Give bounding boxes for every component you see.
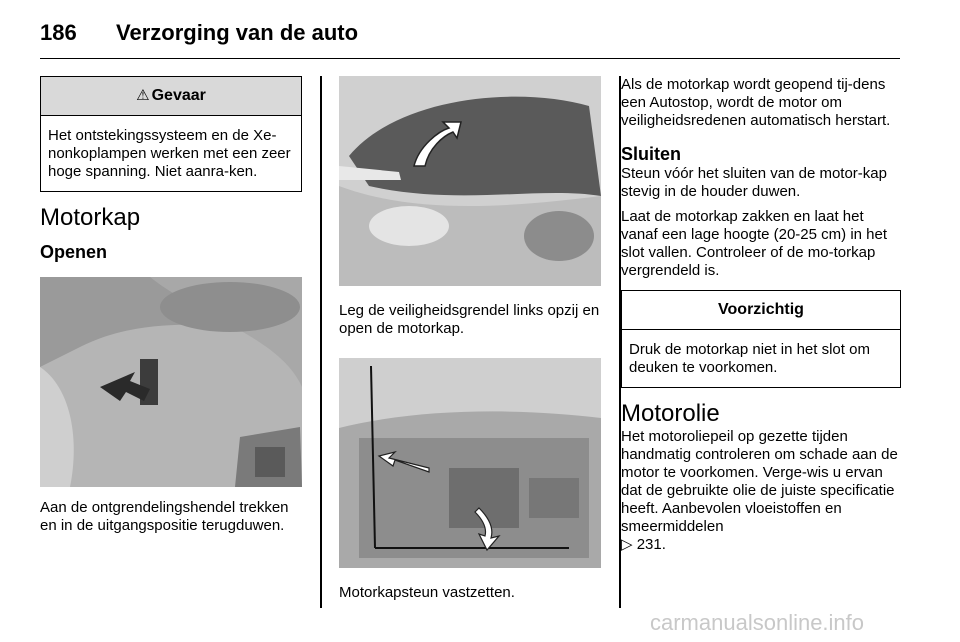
caption-hood-support: Motorkapsteun vastzetten. <box>339 584 515 601</box>
danger-box <box>40 76 302 192</box>
engine-oil-text <box>621 428 901 554</box>
caption-safety-catch: Leg de veiligheidsgrendel links opzij en open de motorkap. <box>339 302 600 337</box>
column-1 <box>40 76 302 535</box>
hood-support-photo <box>339 358 601 568</box>
page-title: Verzorging van de auto <box>116 20 359 45</box>
close-instruction-2: Laat de motorkap zakken en laat het vanaf een lage hoogte (20-25 cm) in het slot vallen. Controleer of de mo-torkap vergrendeld is. <box>621 208 888 279</box>
danger-text: Het ontstekingssysteem en de Xe-nonkoplampen werken met een zeer hoge spanning. Niet aanra-ken. <box>48 127 291 180</box>
caution-box-header: Voorzichtig <box>622 291 900 330</box>
column-3 <box>621 76 901 554</box>
watermark: carmanualsonline.info <box>650 610 865 635</box>
section-title-hood: Motorkap <box>40 204 141 231</box>
caption-release-lever: Aan de ontgrendelingshendel trekken en in de uitgangspositie terugduwen. <box>40 499 289 534</box>
column-2 <box>339 76 601 602</box>
danger-title: Gevaar <box>151 87 206 104</box>
autostop-note: Als de motorkap wordt geopend tij-dens een Autostop, wordt de motor om veiligheidsredenen automatisch herstart. <box>621 76 891 129</box>
subsection-title-open: Openen <box>40 242 108 262</box>
page-reference: 231. <box>636 536 666 553</box>
caution-text: Druk de motorkap niet in het slot om deuken te voorkomen. <box>629 341 870 376</box>
hood-opening-photo <box>339 76 601 286</box>
page-header <box>40 18 900 59</box>
section-title-engine-oil: Motorolie <box>621 400 720 427</box>
column-divider-1 <box>320 76 322 608</box>
engine-oil-body: Het motoroliepeil op gezette tijden handmatig controleren om schade aan de motor te voorkomen. Verge-wis u ervan dat de gebruikte olie de juiste specificatie heeft. Aanbevolen vloeistoffen en smeermiddelen <box>621 428 898 535</box>
danger-box-header <box>41 77 301 116</box>
hood-release-lever-photo <box>40 277 302 487</box>
page-reference-icon: ▷ <box>621 536 637 553</box>
close-instruction-1: Steun vóór het sluiten van de motor-kap stevig in de houder duwen. <box>621 165 887 200</box>
warning-triangle-icon: ⚠ <box>136 87 150 104</box>
subsection-title-close: Sluiten <box>621 144 682 164</box>
page-number: 186 <box>40 20 77 45</box>
caution-box <box>621 290 901 388</box>
